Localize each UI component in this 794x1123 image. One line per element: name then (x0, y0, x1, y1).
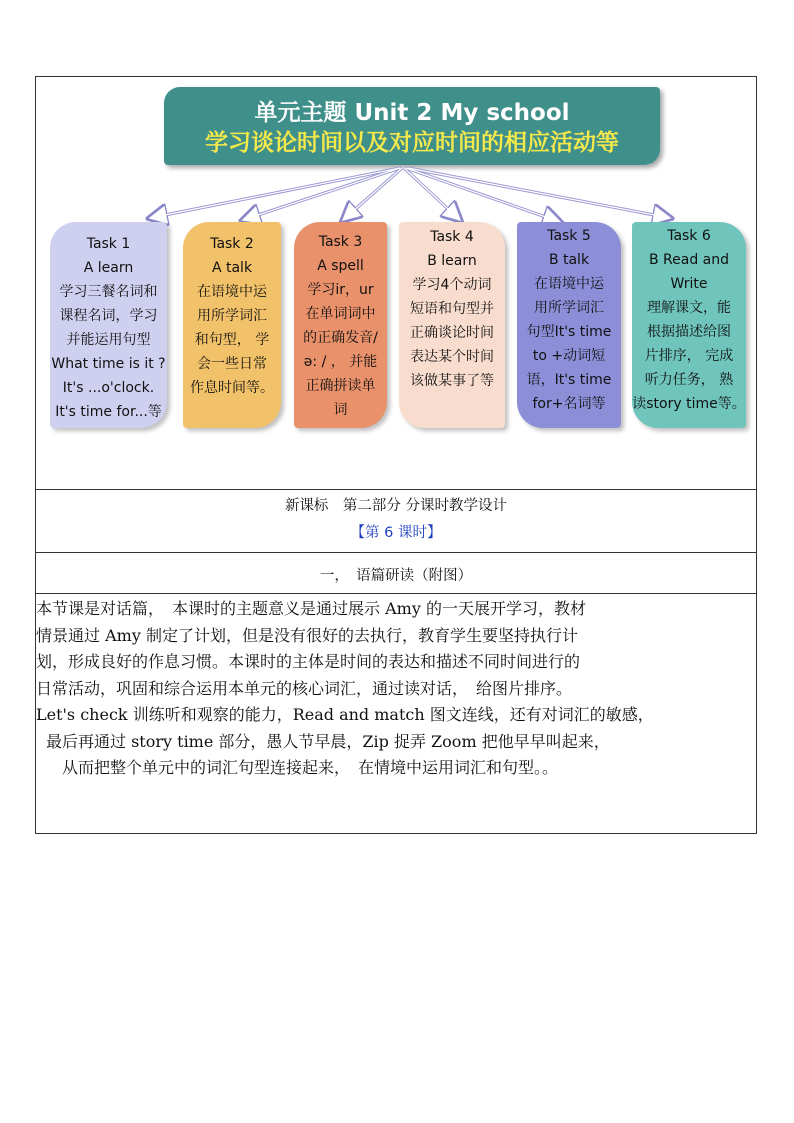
task-1-line: 课程名词，学习 (59, 308, 158, 324)
task-1-line: It's time for...等 (55, 404, 162, 420)
task-6-line: 片排序， 完成 (644, 348, 734, 364)
task-5-line: Task 5 (547, 228, 591, 244)
task-5-line: 句型It's time (526, 324, 612, 340)
task-1-line: A learn (83, 260, 134, 276)
table-divider-1 (35, 489, 757, 490)
task-2-box (183, 222, 281, 428)
task-6-line: 听力任务， 熟 (644, 372, 734, 388)
section-3-title: 一， 语篇研读（附图） (319, 568, 473, 584)
task-1-line: What time is it ? (51, 356, 166, 372)
banner-title: 单元主题 Unit 2 My school (254, 100, 570, 126)
paragraph-line: 情景通过 Amy 制定了计划，但是没有很好的去执行，教育学生要坚持执行计 (36, 625, 578, 645)
task-5-line: B talk (548, 252, 590, 268)
task-1-box (50, 222, 167, 428)
task-6-line: Write (670, 276, 708, 292)
task-5-line: 在语境中运 (534, 276, 604, 292)
task-2-line: 在语境中运 (197, 284, 267, 300)
task-1-line: 学习三餐名词和 (59, 284, 158, 300)
table-divider-3 (35, 593, 757, 594)
task-5-box (517, 222, 621, 428)
task-3-line: Task 3 (318, 234, 363, 250)
paragraph-line: Let's check 训练听和观察的能力，Read and match 图文连线，还有对词汇的敏感， (36, 705, 654, 724)
section-2-title: 新课标 第二部分 分课时教学设计 (284, 498, 508, 514)
task-4-line: B learn (427, 253, 477, 269)
task-3-line: A spell (317, 258, 364, 274)
paragraph-line: 本节课是对话篇， 本课时的主题意义是通过展示 Amy 的一天展开学习，教材 (36, 599, 586, 618)
task-2-line: 会一些日常 (197, 356, 267, 372)
task-1-line: It's ...o'clock. (62, 380, 155, 396)
task-3-line: 在单词词中 (305, 306, 376, 322)
task-3-line: 词 (333, 402, 348, 418)
task-6-box (632, 222, 746, 428)
task-4-box (399, 222, 505, 428)
task-3-line: 的正确发音/ (303, 330, 378, 346)
paragraph-line: 划，形成良好的作息习惯。本课时的主体是时间的表达和描述不同时间进行的 (36, 652, 581, 671)
task-1-line: Task 1 (86, 236, 131, 252)
task-5-line: to +动词短 (532, 348, 606, 364)
task-6-line: B Read and (648, 252, 730, 268)
task-4-line: 学习4个动词 (412, 277, 492, 293)
task-2-line: 用所学词汇 (197, 308, 267, 324)
task-2-line: A talk (211, 260, 253, 276)
task-2-line: 作息时间等。 (190, 380, 274, 396)
paragraph-line: 最后再通过 story time 部分，愚人节早晨，Zip 捉弄 Zoom 把他早早叫起来， (46, 731, 610, 751)
task-1-line: 并能运用句型 (66, 332, 151, 348)
task-6-line: Task 6 (667, 228, 711, 244)
task-6-line: 理解课文，能 (647, 300, 731, 316)
task-4-line: 正确谈论时间 (410, 325, 494, 341)
text-analysis-paragraph (36, 596, 756, 782)
task-2-line: 和句型， 学 (194, 332, 270, 348)
paragraph-line: 日常活动，巩固和综合运用本单元的核心词汇，通过读对话， 给图片排序。 (36, 678, 573, 698)
task-6-line: 根据描述给图 (647, 324, 731, 340)
table-divider-2 (35, 552, 757, 553)
task-3-box (294, 222, 387, 428)
task-5-line: 用所学词汇 (534, 300, 604, 316)
task-5-line: 语，It's time (526, 372, 612, 388)
task-6-line: 读story time等。 (632, 396, 746, 412)
lesson-number: 【第 6 课时】 (350, 525, 442, 541)
task-4-line: 短语和句型并 (410, 301, 494, 317)
task-3-line: 学习ir，ur (307, 282, 374, 298)
unit-theme-banner (164, 87, 660, 165)
task-5-line: for+名词等 (532, 396, 606, 412)
task-4-line: Task 4 (430, 229, 474, 245)
paragraph-line: 从而把整个单元中的词汇句型连接起来， 在情境中运用词汇和句型。。 (62, 758, 559, 777)
task-4-line: 表达某个时间 (410, 349, 494, 365)
task-2-line: Task 2 (210, 236, 254, 252)
banner-subtitle: 学习谈论时间以及对应时间的相应活动等 (205, 130, 619, 156)
task-3-line: 正确拼读单 (305, 378, 376, 394)
task-3-line: ə: / ， 并能 (303, 354, 378, 370)
task-4-line: 该做某事了等 (410, 373, 494, 389)
